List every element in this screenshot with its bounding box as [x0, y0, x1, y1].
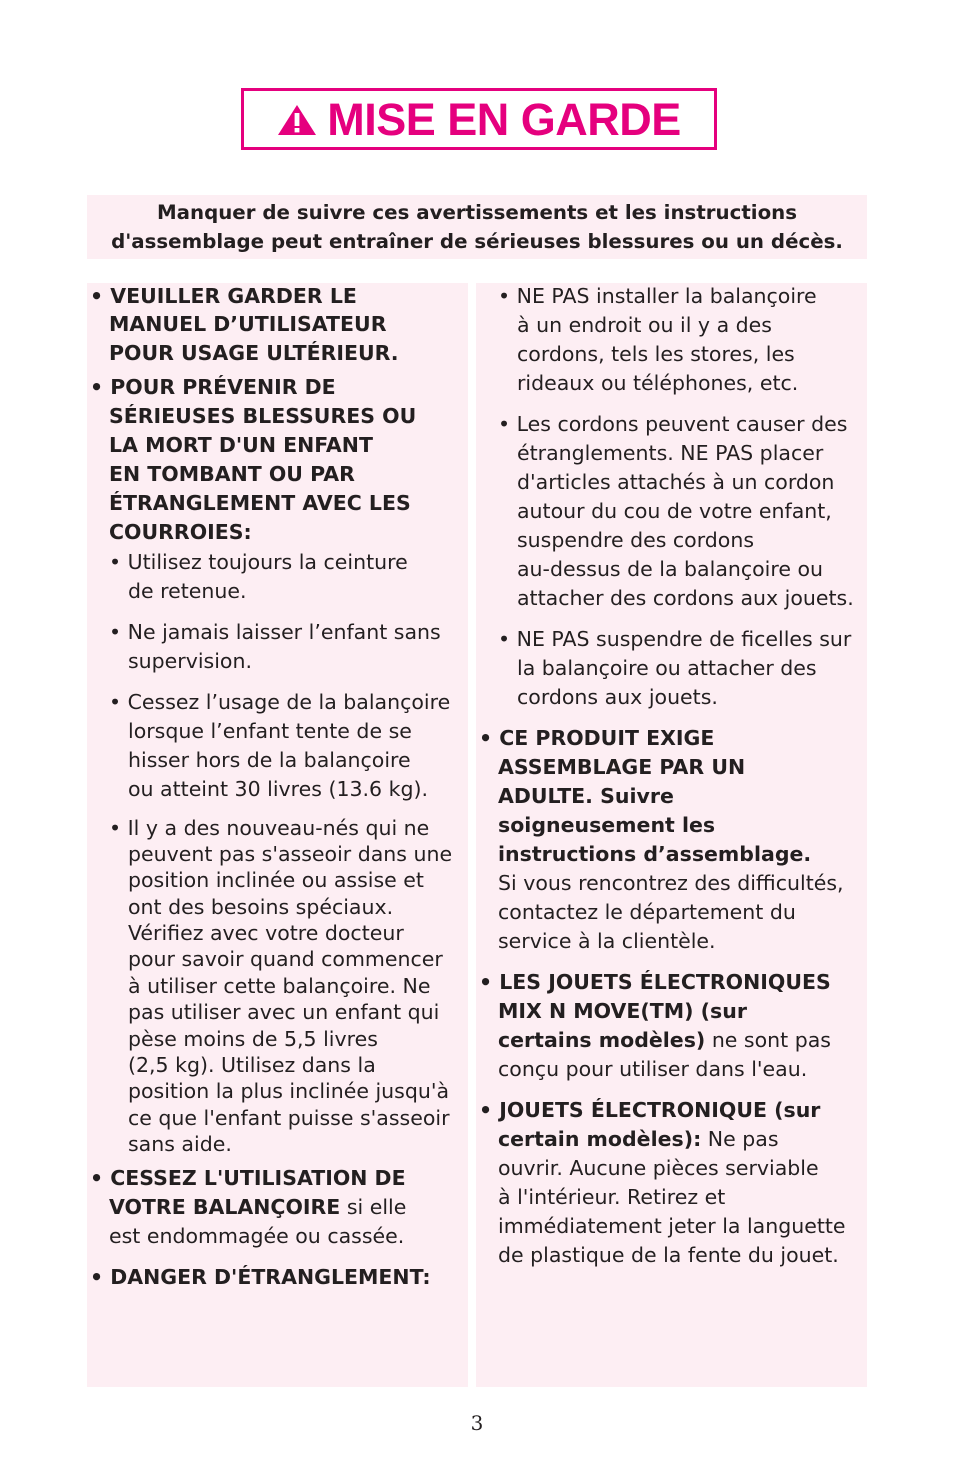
- text-line: service à la clientèle.: [498, 929, 716, 953]
- text-line: • NE PAS installer la balançoire: [498, 284, 817, 308]
- text-line: • NE PAS suspendre de ficelles sur: [498, 627, 852, 651]
- warning-title-box: [241, 88, 717, 150]
- bold-text: certains modèles): [498, 1028, 706, 1052]
- text-line: • Il y a des nouveau-nés qui ne: [109, 816, 430, 840]
- text-line: position la plus inclinée jusqu'à: [128, 1079, 450, 1103]
- text-line: • Ne jamais laisser l’enfant sans: [109, 620, 441, 644]
- text-line: étranglements. NE PAS placer: [517, 441, 824, 465]
- text-line: • VEUILLER GARDER LE: [90, 284, 357, 308]
- left-column: [87, 283, 468, 1387]
- text-line: • CE PRODUIT EXIGE: [479, 726, 715, 750]
- text-line: peuvent pas s'asseoir dans une: [128, 842, 453, 866]
- text-line: autour du cou de votre enfant,: [517, 499, 832, 523]
- text-line: • POUR PRÉVENIR DE: [90, 375, 336, 399]
- text-line: conçu pour utiliser dans l'eau.: [498, 1057, 808, 1081]
- text-line: ADULTE. Suivre: [498, 784, 674, 808]
- text-line: de retenue.: [128, 579, 247, 603]
- text-line: à un endroit ou il y a des: [517, 313, 772, 337]
- text-line: instructions d’assemblage.: [498, 842, 812, 866]
- text-line: supervision.: [128, 649, 252, 673]
- text-line: [498, 1129, 779, 1150]
- text-line: • DANGER D'ÉTRANGLEMENT:: [90, 1265, 431, 1289]
- text-line: à utiliser cette balançoire. Ne: [128, 974, 431, 998]
- text-line: d'articles attachés à un cordon: [517, 470, 835, 494]
- text-line: de plastique de la fente du jouet.: [498, 1243, 839, 1267]
- regular-text: Ne pas: [701, 1127, 779, 1151]
- text-line: ou atteint 30 livres (13.6 kg).: [128, 777, 429, 801]
- text-line: à l'intérieur. Retirez et: [498, 1185, 726, 1209]
- warning-triangle-icon: [277, 104, 317, 136]
- text-line: • LES JOUETS ÉLECTRONIQUES: [479, 970, 831, 994]
- text-line: rideaux ou téléphones, etc.: [517, 371, 799, 395]
- text-line: • Utilisez toujours la ceinture: [109, 550, 408, 574]
- text-line: • Les cordons peuvent causer des: [498, 412, 848, 436]
- regular-text: si elle: [340, 1195, 407, 1219]
- text-line: • CESSEZ L'UTILISATION DE: [90, 1166, 406, 1190]
- text-line: ce que l'enfant puisse s'asseoir: [128, 1106, 450, 1130]
- text-line: ont des besoins spéciaux.: [128, 895, 394, 919]
- text-line: ouvrir. Aucune pièces serviable: [498, 1156, 819, 1180]
- text-line: au-dessus de la balançoire ou: [517, 557, 824, 581]
- text-line: MANUEL D’UTILISATEUR: [109, 312, 387, 336]
- text-line: est endommagée ou cassée.: [109, 1224, 405, 1248]
- intro-warning: [87, 195, 867, 259]
- text-line: suspendre des cordons: [517, 528, 755, 552]
- text-line: Si vous rencontrez des difficultés,: [498, 871, 844, 895]
- text-line: la balançoire ou attacher des: [517, 656, 817, 680]
- text-line: pour savoir quand commencer: [128, 947, 443, 971]
- intro-line: Manquer de suivre ces avertissements et les instructions: [156, 201, 798, 224]
- text-line: COURROIES:: [109, 520, 252, 544]
- text-line: [109, 1197, 406, 1218]
- text-line: MIX N MOVE(TM) (sur: [498, 999, 747, 1023]
- text-line: attacher des cordons aux jouets.: [517, 586, 854, 610]
- text-line: EN TOMBANT OU PAR: [109, 462, 355, 486]
- text-line: pèse moins de 5,5 livres: [128, 1027, 378, 1051]
- text-line: LA MORT D'UN ENFANT: [109, 433, 373, 457]
- text-line: ÉTRANGLEMENT AVEC LES: [109, 491, 411, 515]
- intro-line: d'assemblage peut entraîner de sérieuses blessures ou un décès.: [111, 230, 843, 253]
- text-line: sans aide.: [128, 1132, 232, 1156]
- bold-text: certain modèles):: [498, 1127, 702, 1151]
- text-line: Vérifiez avec votre docteur: [128, 921, 404, 945]
- text-line: • JOUETS ÉLECTRONIQUE (sur: [479, 1098, 821, 1122]
- text-line: contactez le département du: [498, 900, 796, 924]
- text-line: lorsque l’enfant tente de se: [128, 719, 412, 743]
- bold-text: VOTRE BALANÇOIRE: [109, 1195, 341, 1219]
- text-line: cordons aux jouets.: [517, 685, 718, 709]
- page-title: MISE EN GARDE: [327, 93, 681, 145]
- right-column: [476, 283, 867, 1387]
- text-line: • Cessez l’usage de la balançoire: [109, 690, 451, 714]
- regular-text: ne sont pas: [705, 1028, 831, 1052]
- text-line: POUR USAGE ULTÉRIEUR.: [109, 341, 399, 365]
- text-line: ASSEMBLAGE PAR UN: [498, 755, 746, 779]
- text-line: cordons, tels les stores, les: [517, 342, 795, 366]
- page-number: 3: [470, 1411, 484, 1435]
- text-line: position inclinée ou assise et: [128, 868, 424, 892]
- text-line: hisser hors de la balançoire: [128, 748, 411, 772]
- text-line: SÉRIEUSES BLESSURES OU: [109, 404, 417, 428]
- text-line: immédiatement jeter la languette: [498, 1214, 846, 1238]
- text-line: soigneusement les: [498, 813, 716, 837]
- text-line: [498, 1030, 831, 1051]
- text-line: pas utiliser avec un enfant qui: [128, 1000, 440, 1024]
- text-line: (2,5 kg). Utilisez dans la: [128, 1053, 376, 1077]
